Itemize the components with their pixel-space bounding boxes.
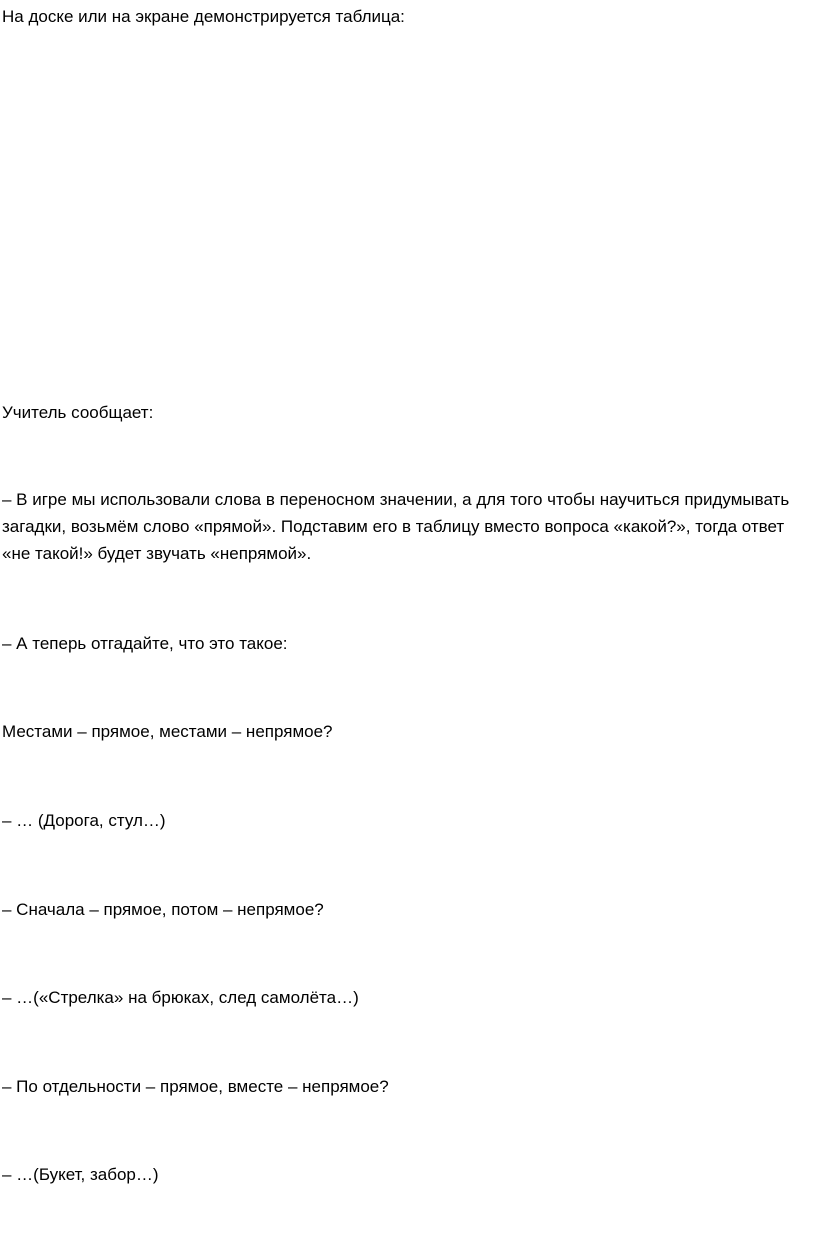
riddle-question: Местами – прямое, местами – непрямое?	[2, 722, 333, 741]
teacher-says-text: Учитель сообщает:	[2, 403, 154, 422]
riddle-answer: – … (Дорога, стул…)	[2, 811, 166, 830]
intro-text: На доске или на экране демонстрируется таблица:	[2, 7, 405, 26]
explanation-paragraph: – В игре мы использовали слова в переносном значении, а для того чтобы научиться придумывать загадки, возьмём слово «прямой». Подставим его в таблицу вместо вопроса «какой?», тогда ответ «не такой!» будет звучать «непрямой».	[2, 490, 790, 563]
riddle-question: – Сначала – прямое, потом – непрямое?	[2, 900, 324, 919]
prompt-text: – А теперь отгадайте, что это такое:	[2, 634, 288, 653]
riddle-answer: – …(Букет, забор…)	[2, 1165, 159, 1184]
table-placeholder	[0, 44, 816, 384]
riddle-answer: – …(«Стрелка» на брюках, след самолёта…)	[2, 988, 359, 1007]
riddle-question: – По отдельности – прямое, вместе – непрямое?	[2, 1077, 389, 1096]
